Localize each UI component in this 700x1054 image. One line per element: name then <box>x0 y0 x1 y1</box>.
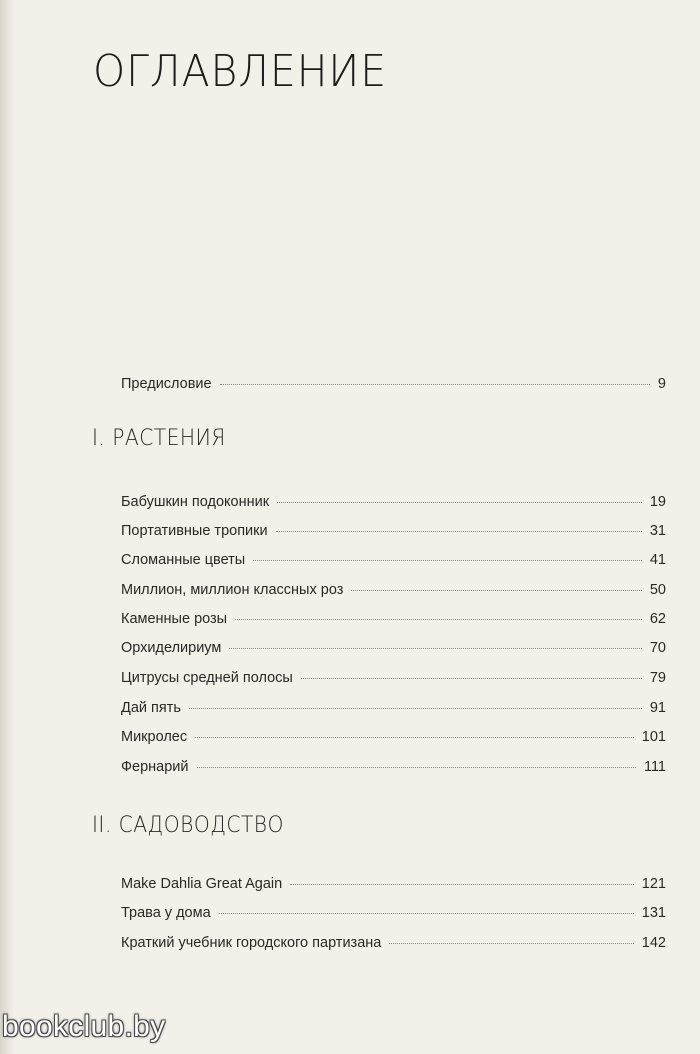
page-binding-shadow <box>0 0 14 1054</box>
toc-entry-page: 91 <box>649 700 666 716</box>
toc-entry-page: 111 <box>643 759 666 775</box>
dot-leader <box>197 767 636 768</box>
toc-entry-label: Краткий учебник городского партизана <box>121 935 382 951</box>
section-heading-gardening: II. САДОВОДСТВО <box>92 813 284 838</box>
toc-entry-page: 19 <box>649 494 666 510</box>
toc-entry <box>121 905 666 927</box>
dot-leader <box>277 502 642 503</box>
toc-entry <box>121 700 666 722</box>
toc-entry-label: Каменные розы <box>121 611 228 627</box>
dot-leader <box>276 531 642 532</box>
toc-entry-page: 142 <box>641 935 666 951</box>
toc-entry <box>121 582 666 604</box>
toc-entry <box>121 494 666 516</box>
toc-entry-page: 62 <box>649 611 666 627</box>
toc-entry-label: Сломанные цветы <box>121 552 246 568</box>
toc-entry-preface <box>121 376 666 398</box>
toc-entry <box>121 670 666 692</box>
dot-leader <box>189 708 642 709</box>
dot-leader <box>253 560 642 561</box>
toc-entry-label: Миллион, миллион классных роз <box>121 582 344 598</box>
watermark-text: bookclub.by <box>2 1010 166 1043</box>
toc-entry-page: 41 <box>649 552 666 568</box>
toc-entry <box>121 640 666 662</box>
toc-entry-page: 131 <box>641 905 666 921</box>
toc-entry-page: 101 <box>641 729 666 745</box>
toc-entry <box>121 523 666 545</box>
toc-entry-label: Бабушкин подоконник <box>121 494 270 510</box>
section-heading-plants: I. РАСТЕНИЯ <box>92 426 226 451</box>
toc-entry-page: 9 <box>657 376 666 392</box>
toc-entry <box>121 611 666 633</box>
toc-entry-page: 79 <box>649 670 666 686</box>
toc-entry-label: Make Dahlia Great Again <box>121 876 283 892</box>
toc-entry <box>121 729 666 751</box>
toc-entry-label: Трава у дома <box>121 905 211 921</box>
toc-entry <box>121 935 666 957</box>
toc-entry-label: Фернарий <box>121 759 189 775</box>
dot-leader <box>351 590 641 591</box>
dot-leader <box>290 884 634 885</box>
dot-leader <box>389 943 633 944</box>
toc-entry-page: 121 <box>641 876 666 892</box>
toc-entry-page: 70 <box>649 640 666 656</box>
dot-leader <box>220 384 650 385</box>
dot-leader <box>301 678 642 679</box>
toc-entry-label: Орхиделириум <box>121 640 222 656</box>
toc-entry-label: Цитрусы средней полосы <box>121 670 293 686</box>
toc-entry-label: Предисловие <box>121 376 212 392</box>
page-title: ОГЛАВЛЕНИЕ <box>93 46 388 97</box>
toc-entry <box>121 876 666 898</box>
toc-entry-label: Дай пять <box>121 700 181 716</box>
dot-leader <box>219 913 634 914</box>
toc-entry-page: 50 <box>649 582 666 598</box>
dot-leader <box>229 648 642 649</box>
toc-entry-label: Портативные тропики <box>121 523 268 539</box>
dot-leader <box>195 737 634 738</box>
toc-entry-label: Микролес <box>121 729 188 745</box>
dot-leader <box>235 619 642 620</box>
toc-entry <box>121 759 666 781</box>
toc-entry <box>121 552 666 574</box>
toc-entry-page: 31 <box>649 523 666 539</box>
